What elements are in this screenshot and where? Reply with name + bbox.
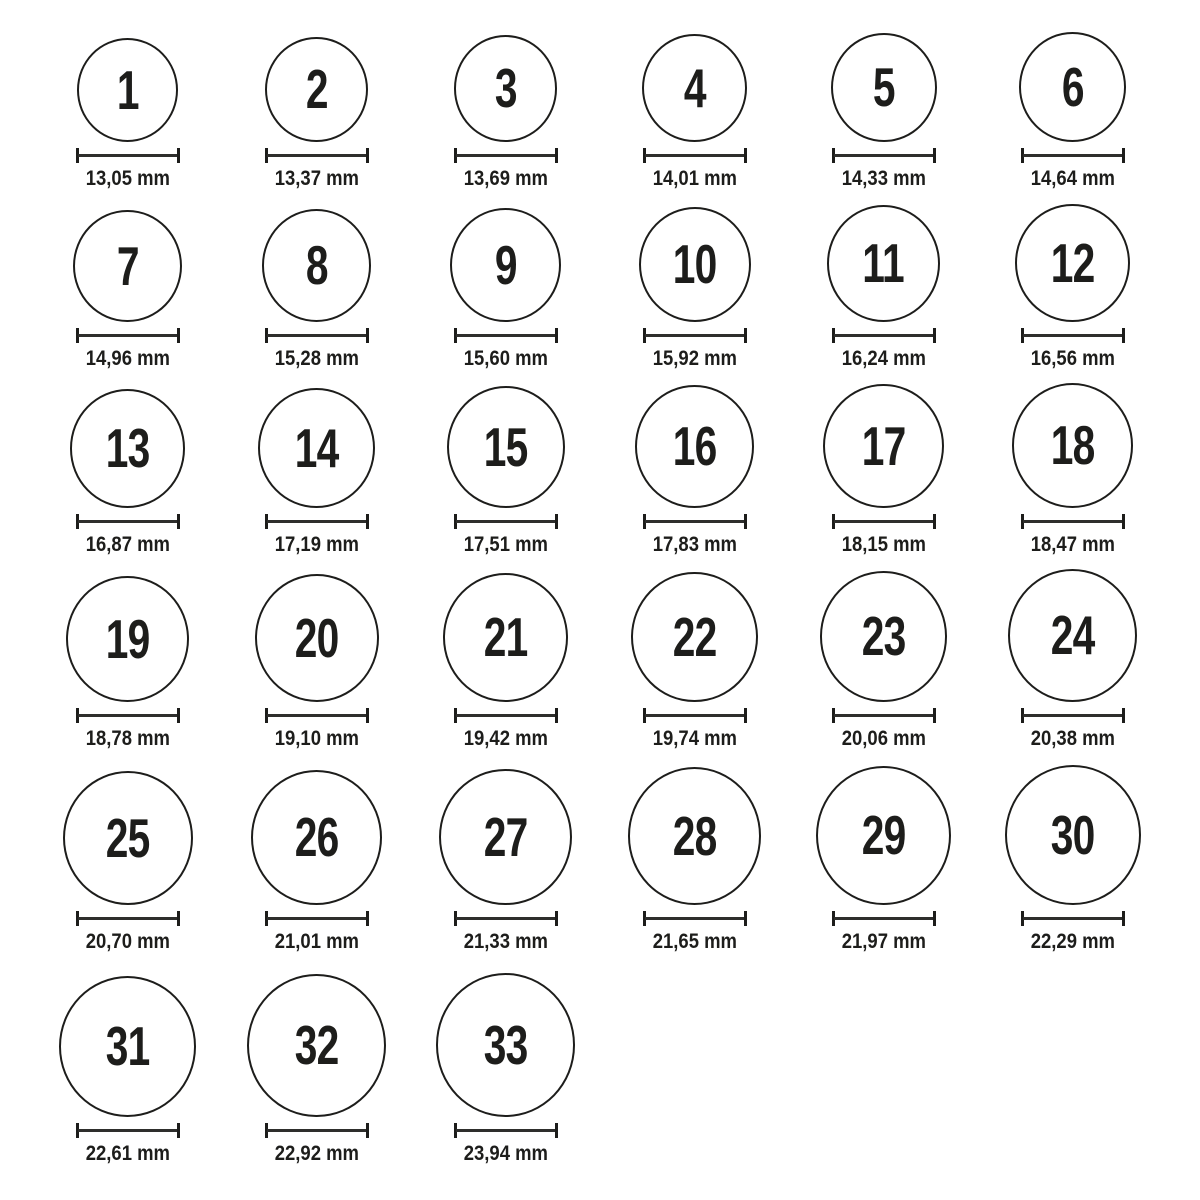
diameter-ruler (643, 708, 747, 723)
ruler-right-tick (744, 328, 747, 343)
diameter-label: 17,83 mm (652, 533, 737, 556)
ruler-right-tick (555, 911, 558, 926)
diameter-ruler (265, 148, 369, 163)
ring-size-item (33, 576, 222, 752)
ruler-line (834, 917, 934, 920)
diameter-ruler (1021, 911, 1125, 926)
ruler-line (456, 154, 556, 157)
diameter-ruler (76, 911, 180, 926)
ring-size-number: 29 (861, 804, 906, 866)
ring-circle-outline (628, 767, 762, 905)
diameter-label: 15,28 mm (274, 347, 359, 370)
ruler-right-tick (555, 708, 558, 723)
ruler-line (267, 154, 367, 157)
ring-size-item (978, 383, 1167, 558)
ruler-right-tick (555, 328, 558, 343)
ruler-line (1023, 520, 1123, 523)
ring-size-number: 24 (1050, 604, 1095, 666)
ruler-right-tick (933, 708, 936, 723)
ring-size-item (600, 767, 789, 955)
ring-size-number: 1 (116, 58, 139, 121)
diameter-label: 15,60 mm (463, 347, 548, 370)
ruler-line (456, 334, 556, 337)
diameter-label: 20,70 mm (85, 930, 170, 953)
chart-row (33, 6, 1200, 192)
ring-circle-outline (450, 208, 561, 322)
diameter-ruler (832, 328, 936, 343)
ring-size-item (222, 37, 411, 192)
ring-circle-outline (831, 33, 937, 142)
ring-size-number: 3 (494, 57, 517, 119)
diameter-ruler (832, 708, 936, 723)
diameter-label: 17,19 mm (274, 533, 359, 556)
ring-size-number: 28 (672, 804, 717, 867)
ring-circle-outline (73, 210, 181, 322)
ring-size-number: 11 (862, 232, 905, 294)
ring-size-number: 20 (294, 606, 339, 669)
ring-size-number: 17 (861, 414, 906, 477)
chart-row (33, 192, 1200, 372)
ruler-right-tick (1122, 148, 1125, 163)
ring-size-item (33, 38, 222, 192)
ring-circle-outline (820, 571, 948, 702)
ring-circle-outline (1019, 32, 1126, 142)
ruler-right-tick (177, 1123, 180, 1138)
ruler-line (78, 154, 178, 157)
ruler-line (834, 154, 934, 157)
ruler-line (645, 714, 745, 717)
ruler-line (1023, 917, 1123, 920)
diameter-ruler (76, 328, 180, 343)
diameter-label: 23,94 mm (463, 1142, 548, 1165)
diameter-label: 13,37 mm (274, 167, 359, 190)
ruler-line (78, 714, 178, 717)
chart-row (33, 372, 1200, 558)
ruler-line (834, 520, 934, 523)
diameter-ruler (643, 514, 747, 529)
ruler-right-tick (933, 514, 936, 529)
ring-size-number: 25 (105, 806, 150, 869)
ring-size-number: 33 (483, 1013, 528, 1076)
chart-row (33, 955, 1200, 1167)
ring-circle-outline (63, 771, 193, 905)
ruler-line (645, 154, 745, 157)
diameter-ruler (454, 1123, 558, 1138)
diameter-label: 17,51 mm (463, 533, 548, 556)
diameter-label: 19,74 mm (652, 727, 737, 750)
ring-size-number: 23 (861, 605, 906, 667)
ring-size-number: 13 (105, 417, 150, 479)
ring-size-number: 16 (672, 415, 717, 477)
ruler-line (456, 520, 556, 523)
ruler-right-tick (177, 148, 180, 163)
ring-size-number: 27 (483, 805, 528, 868)
ring-circle-outline (258, 388, 375, 508)
ruler-line (834, 334, 934, 337)
ring-size-item (33, 389, 222, 558)
diameter-ruler (454, 514, 558, 529)
ruler-right-tick (366, 708, 369, 723)
ring-size-number: 21 (483, 606, 528, 668)
ring-circle-outline (454, 35, 558, 142)
ring-circle-outline (70, 389, 186, 508)
ring-size-number: 2 (305, 58, 328, 120)
ruler-right-tick (366, 328, 369, 343)
ruler-right-tick (177, 328, 180, 343)
diameter-label: 21,97 mm (841, 930, 926, 953)
ruler-right-tick (744, 708, 747, 723)
ruler-right-tick (177, 514, 180, 529)
ring-size-item (33, 976, 222, 1167)
ring-size-item (411, 769, 600, 955)
ring-size-item (411, 208, 600, 372)
ring-size-item (33, 771, 222, 955)
diameter-label: 22,61 mm (85, 1142, 170, 1165)
ruler-right-tick (177, 911, 180, 926)
diameter-ruler (832, 911, 936, 926)
ring-size-number: 32 (294, 1014, 339, 1076)
diameter-label: 22,92 mm (274, 1142, 359, 1165)
diameter-ruler (76, 708, 180, 723)
diameter-ruler (76, 514, 180, 529)
ring-size-number: 12 (1050, 231, 1095, 294)
ring-size-item (411, 973, 600, 1167)
diameter-label: 20,38 mm (1030, 727, 1115, 750)
diameter-label: 21,65 mm (652, 930, 737, 953)
diameter-ruler (265, 911, 369, 926)
diameter-ruler (1021, 514, 1125, 529)
ring-size-item (789, 205, 978, 372)
diameter-label: 15,92 mm (652, 347, 737, 370)
diameter-ruler (76, 148, 180, 163)
ruler-right-tick (366, 148, 369, 163)
ring-circle-outline (77, 38, 178, 142)
ruler-right-tick (744, 514, 747, 529)
ruler-line (78, 1129, 178, 1132)
ring-size-item (789, 33, 978, 192)
diameter-label: 16,87 mm (85, 533, 170, 556)
ring-circle-outline (247, 974, 385, 1117)
diameter-label: 19,10 mm (274, 727, 359, 750)
ring-circle-outline (823, 384, 943, 508)
ring-circle-outline (1005, 765, 1141, 905)
diameter-ruler (832, 514, 936, 529)
ring-circle-outline (436, 973, 576, 1117)
ring-size-number: 8 (305, 234, 328, 296)
ruler-right-tick (1122, 514, 1125, 529)
diameter-ruler (265, 1123, 369, 1138)
ruler-right-tick (555, 148, 558, 163)
ruler-line (267, 714, 367, 717)
ring-circle-outline (642, 34, 747, 142)
ruler-right-tick (1122, 708, 1125, 723)
ring-size-item (978, 569, 1167, 752)
diameter-ruler (454, 708, 558, 723)
diameter-ruler (454, 328, 558, 343)
diameter-ruler (643, 148, 747, 163)
ring-circle-outline (443, 573, 568, 702)
ring-size-item (222, 209, 411, 372)
ring-size-number: 7 (116, 234, 139, 297)
ring-size-item (222, 388, 411, 558)
ruler-right-tick (744, 911, 747, 926)
ring-size-number: 10 (672, 233, 717, 295)
ring-size-item (33, 210, 222, 372)
diameter-label: 20,06 mm (841, 727, 926, 750)
ruler-right-tick (366, 1123, 369, 1138)
diameter-label: 13,05 mm (85, 167, 170, 190)
ring-size-number: 18 (1050, 414, 1095, 476)
ruler-line (834, 714, 934, 717)
ruler-line (1023, 154, 1123, 157)
diameter-ruler (1021, 148, 1125, 163)
ring-circle-outline (635, 385, 754, 508)
diameter-label: 18,47 mm (1030, 533, 1115, 556)
ring-size-item (789, 384, 978, 558)
ring-size-item (978, 765, 1167, 955)
ruler-right-tick (933, 911, 936, 926)
ring-size-item (222, 574, 411, 752)
ring-size-item (222, 974, 411, 1167)
diameter-label: 18,15 mm (841, 533, 926, 556)
ruler-line (645, 334, 745, 337)
ruler-line (267, 520, 367, 523)
diameter-ruler (454, 911, 558, 926)
diameter-ruler (454, 148, 558, 163)
ruler-line (267, 334, 367, 337)
ring-size-item (789, 571, 978, 752)
ruler-line (78, 520, 178, 523)
ruler-line (1023, 334, 1123, 337)
ring-size-item (789, 766, 978, 955)
ring-size-item (600, 572, 789, 752)
diameter-label: 14,96 mm (85, 347, 170, 370)
diameter-label: 14,01 mm (652, 167, 737, 190)
ring-size-number: 14 (294, 416, 339, 479)
ruler-line (456, 917, 556, 920)
ruler-line (456, 1129, 556, 1132)
ruler-right-tick (366, 514, 369, 529)
ring-size-number: 5 (872, 56, 895, 118)
ring-circle-outline (639, 207, 751, 322)
ruler-line (456, 714, 556, 717)
ruler-right-tick (933, 148, 936, 163)
ruler-right-tick (933, 328, 936, 343)
ring-circle-outline (251, 770, 382, 905)
ruler-line (267, 1129, 367, 1132)
diameter-ruler (1021, 708, 1125, 723)
diameter-ruler (643, 911, 747, 926)
ring-size-number: 15 (483, 415, 528, 478)
ruler-right-tick (1122, 911, 1125, 926)
diameter-label: 21,01 mm (274, 930, 359, 953)
ring-circle-outline (262, 209, 372, 322)
ring-circle-outline (827, 205, 940, 322)
ring-circle-outline (1008, 569, 1137, 702)
ring-size-item (978, 204, 1167, 372)
diameter-label: 16,56 mm (1030, 347, 1115, 370)
diameter-ruler (1021, 328, 1125, 343)
ruler-line (1023, 714, 1123, 717)
ruler-line (645, 917, 745, 920)
chart-row (33, 752, 1200, 955)
ring-size-item (978, 32, 1167, 192)
ruler-line (78, 334, 178, 337)
ruler-right-tick (177, 708, 180, 723)
ring-size-item (600, 385, 789, 558)
ring-circle-outline (439, 769, 571, 905)
ring-size-number: 9 (494, 233, 517, 296)
diameter-ruler (643, 328, 747, 343)
ring-size-number: 4 (683, 56, 706, 119)
diameter-label: 13,69 mm (463, 167, 548, 190)
ruler-right-tick (555, 1123, 558, 1138)
ring-size-item (411, 386, 600, 558)
diameter-ruler (265, 514, 369, 529)
diameter-label: 22,29 mm (1030, 930, 1115, 953)
chart-row (33, 558, 1200, 752)
ring-size-item (411, 35, 600, 192)
ring-size-item (222, 770, 411, 955)
ring-circle-outline (816, 766, 951, 905)
diameter-label: 14,64 mm (1030, 167, 1115, 190)
ring-size-number: 22 (672, 605, 717, 668)
diameter-ruler (265, 708, 369, 723)
ruler-right-tick (366, 911, 369, 926)
diameter-label: 14,33 mm (841, 167, 926, 190)
diameter-ruler (832, 148, 936, 163)
ring-size-number: 26 (294, 806, 339, 868)
ring-size-number: 30 (1050, 803, 1095, 866)
diameter-ruler (76, 1123, 180, 1138)
ring-size-item (600, 207, 789, 372)
diameter-label: 18,78 mm (85, 727, 170, 750)
ruler-right-tick (744, 148, 747, 163)
ruler-right-tick (1122, 328, 1125, 343)
diameter-label: 19,42 mm (463, 727, 548, 750)
ring-circle-outline (1015, 204, 1129, 322)
ring-circle-outline (1012, 383, 1134, 508)
ruler-right-tick (555, 514, 558, 529)
diameter-label: 16,24 mm (841, 347, 926, 370)
ring-size-item (600, 34, 789, 192)
ring-circle-outline (265, 37, 367, 142)
ring-size-number: 6 (1061, 55, 1084, 118)
ring-circle-outline (631, 572, 757, 702)
ruler-line (78, 917, 178, 920)
diameter-label: 21,33 mm (463, 930, 548, 953)
ring-size-number: 31 (105, 1015, 150, 1077)
ring-size-item (411, 573, 600, 752)
ring-circle-outline (447, 386, 565, 508)
ruler-line (267, 917, 367, 920)
ring-circle-outline (255, 574, 379, 702)
ring-circle-outline (59, 976, 196, 1117)
ruler-line (645, 520, 745, 523)
ring-circle-outline (66, 576, 189, 702)
ring-size-number: 19 (105, 607, 150, 670)
diameter-ruler (265, 328, 369, 343)
